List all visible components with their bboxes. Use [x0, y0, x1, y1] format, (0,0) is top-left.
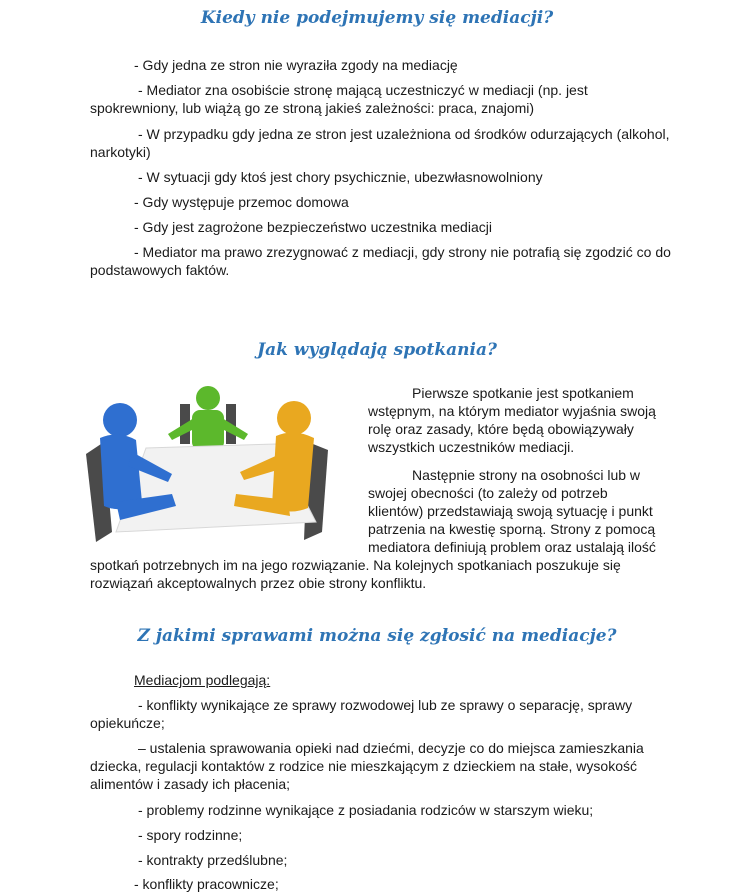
- list-item: – ustalenia sprawowania opieki nad dziećmi, decyzje co do miejsca zamieszkania dziecka, regulacji kontaktów z rodzice nie mieszkającym z dzieckiem na stałe, wysokość alimentów i zasady ich płacenia;: [90, 740, 644, 792]
- list-item: - Mediator zna osobiście stronę mającą uczestniczyć w mediacji (np. jest spokrewniony, lub wiążą go ze stroną jakieś zależności: praca, znajomi): [90, 82, 588, 116]
- list-item: - Gdy występuje przemoc domowa: [134, 194, 349, 210]
- list-item: - konflikty pracownicze;: [134, 876, 279, 892]
- section-heading-meetings: Jak wyglądają spotkania?: [257, 340, 497, 360]
- paragraph-line: klientów) przedstawiają swoją sytuację i punkt: [368, 503, 653, 519]
- paragraph-line: Następnie strony na osobności lub w: [412, 467, 641, 483]
- meeting-illustration: [76, 382, 338, 544]
- paragraph-line: rozwiązań akceptowalnych przez obie strony konfliktu.: [90, 575, 427, 591]
- list-item: - konflikty wynikające ze sprawy rozwodowej lub ze sprawy o separację, sprawy opiekuńcze;: [90, 697, 633, 731]
- meetings-paragraph-1: Pierwsze spotkanie jest spotkaniem wstępnym, na którym mediator wyjaśnia swoją rolę oraz zasady, które będą obowiązywały wszystkich uczestników mediacji.: [368, 385, 656, 455]
- list-item: - problemy rodzinne wynikające z posiadania rodziców w starszym wieku;: [138, 802, 594, 818]
- list-item: - W przypadku gdy jedna ze stron jest uzależniona od środków odurzających (alkohol, narkotyki): [90, 126, 670, 160]
- section-heading-when-not: Kiedy nie podejmujemy się mediacji?: [200, 8, 554, 28]
- list-item: - W sytuacji gdy ktoś jest chory psychicznie, ubezwłasnowolniony: [138, 169, 543, 185]
- meetings-paragraph-2-wrapped: [368, 466, 668, 556]
- paragraph-line: spotkań potrzebnych im na jego rozwiązanie. Na kolejnych spotkaniach poszukuje się: [90, 557, 621, 573]
- cases-intro: [134, 671, 534, 689]
- paragraph-line: patrzenia na kwestię sporną. Strony z pomocą: [368, 521, 656, 537]
- paragraph-line: mediatora definiują problem oraz ustalają ilość: [368, 539, 656, 555]
- list-item: - kontrakty przedślubne;: [138, 852, 288, 868]
- list-item: - Gdy jedna ze stron nie wyraziła zgody na mediację: [134, 57, 458, 73]
- cases-intro-text: Mediacjom podlegają:: [134, 672, 271, 688]
- section-heading-cases: Z jakimi sprawami można się zgłosić na mediacje?: [137, 626, 617, 646]
- list-item: - spory rodzinne;: [138, 827, 243, 843]
- paragraph-line: swojej obecności (to zależy od potrzeb: [368, 485, 608, 501]
- meetings-paragraph-2-full: [90, 556, 690, 592]
- list-item: - Mediator ma prawo zrezygnować z mediacji, gdy strony nie potrafią się zgodzić co do podstawowych faktów.: [90, 244, 671, 278]
- list-item: - Gdy jest zagrożone bezpieczeństwo uczestnika mediacji: [134, 219, 492, 235]
